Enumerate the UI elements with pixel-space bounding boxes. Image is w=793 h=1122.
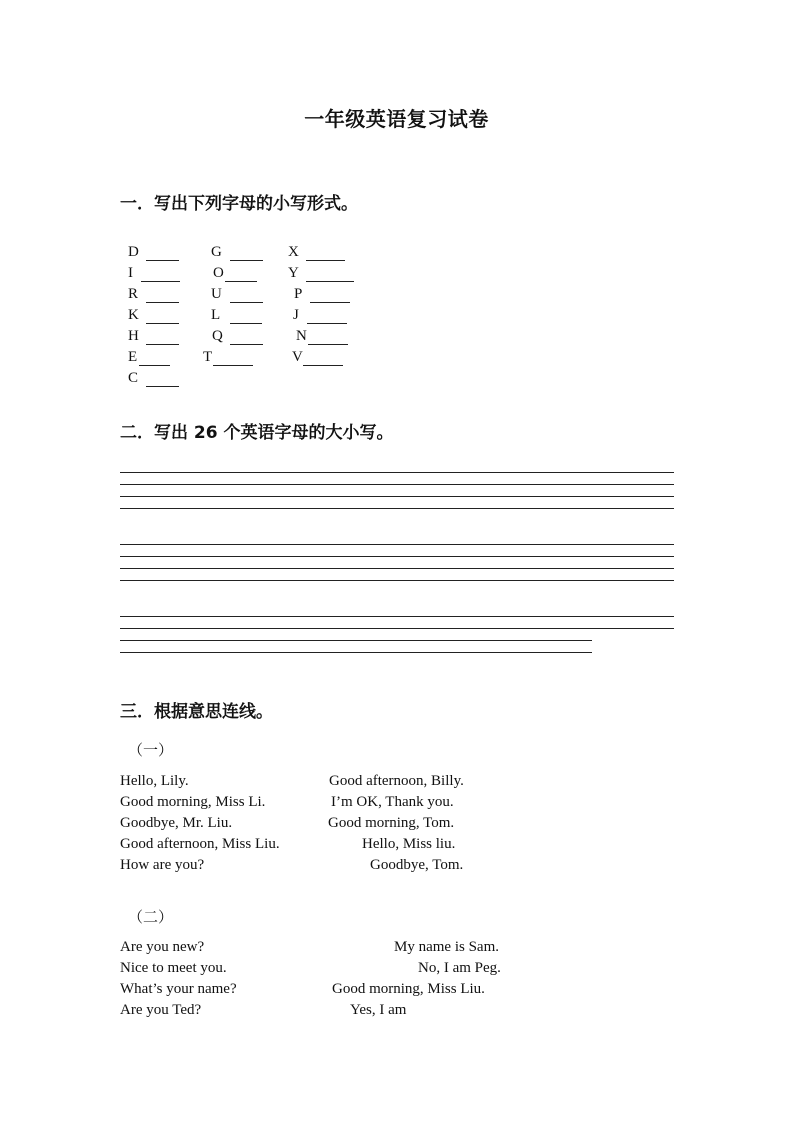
match-left-item[interactable]: Are you Ted? <box>120 1002 202 1018</box>
section-2-heading: 二．写出 26 个英语字母的大小写。 <box>120 423 394 443</box>
match-left-item[interactable]: Hello, Lily. <box>120 773 189 789</box>
writing-rule <box>120 628 674 629</box>
letter-item: P <box>294 286 303 302</box>
letter-item: J <box>293 307 299 323</box>
answer-blank[interactable] <box>213 365 253 366</box>
writing-rule <box>120 544 674 545</box>
letter-item: Q <box>212 328 223 344</box>
answer-blank[interactable] <box>310 302 350 303</box>
match-right-item[interactable]: Good morning, Miss Liu. <box>332 981 485 997</box>
match-left-item[interactable]: What’s your name? <box>120 981 237 997</box>
writing-rule <box>120 484 674 485</box>
letter-item: U <box>211 286 222 302</box>
answer-blank[interactable] <box>146 260 179 261</box>
answer-blank[interactable] <box>146 386 179 387</box>
match-right-item[interactable]: I’m OK, Thank you. <box>331 794 454 810</box>
letter-item: C <box>128 370 139 386</box>
writing-rule <box>120 580 674 581</box>
match-right-item[interactable]: Goodbye, Tom. <box>370 857 464 873</box>
answer-blank[interactable] <box>225 281 257 282</box>
match-left-item[interactable]: Nice to meet you. <box>120 960 227 976</box>
answer-blank[interactable] <box>307 323 347 324</box>
match-right-item[interactable]: Good afternoon, Billy. <box>329 773 464 789</box>
letter-item: Y <box>288 265 299 281</box>
letter-item: N <box>296 328 307 344</box>
page-title: 一年级英语复习试卷 <box>304 107 489 131</box>
part-2-label: （二） <box>128 910 174 926</box>
section-1-heading: 一．写出下列字母的小写形式。 <box>120 194 358 214</box>
letter-item: O <box>213 265 224 281</box>
writing-rule <box>120 568 674 569</box>
answer-blank[interactable] <box>141 281 180 282</box>
answer-blank[interactable] <box>303 365 343 366</box>
match-right-item[interactable]: Yes, I am <box>350 1002 407 1018</box>
letter-item: K <box>128 307 139 323</box>
letter-item: I <box>128 265 133 281</box>
match-left-item[interactable]: Good morning, Miss Li. <box>120 794 266 810</box>
match-left-item[interactable]: Good afternoon, Miss Liu. <box>120 836 280 852</box>
answer-blank[interactable] <box>230 260 263 261</box>
match-right-item[interactable]: Good morning, Tom. <box>328 815 455 831</box>
answer-blank[interactable] <box>146 302 179 303</box>
answer-blank[interactable] <box>306 260 345 261</box>
letter-item: X <box>288 244 299 260</box>
writing-rule <box>120 640 592 641</box>
letter-item: D <box>128 244 139 260</box>
writing-rule <box>120 472 674 473</box>
part-1-label: （一） <box>128 743 174 759</box>
letter-item: V <box>292 349 303 365</box>
match-right-item[interactable]: No, I am Peg. <box>418 960 501 976</box>
letter-item: R <box>128 286 139 302</box>
writing-rule <box>120 508 674 509</box>
letter-item: H <box>128 328 139 344</box>
answer-blank[interactable] <box>139 365 170 366</box>
match-left-item[interactable]: Goodbye, Mr. Liu. <box>120 815 233 831</box>
writing-rule <box>120 556 674 557</box>
letter-item: G <box>211 244 222 260</box>
match-right-item[interactable]: Hello, Miss liu. <box>362 836 456 852</box>
match-left-item[interactable]: Are you new? <box>120 939 205 955</box>
writing-rule <box>120 616 674 617</box>
answer-blank[interactable] <box>306 281 354 282</box>
letter-item: L <box>211 307 221 323</box>
section-3-heading: 三．根据意思连线。 <box>120 702 273 722</box>
answer-blank[interactable] <box>230 344 263 345</box>
writing-rule <box>120 496 674 497</box>
answer-blank[interactable] <box>308 344 348 345</box>
answer-blank[interactable] <box>230 323 262 324</box>
answer-blank[interactable] <box>146 323 179 324</box>
letter-item: E <box>128 349 138 365</box>
answer-blank[interactable] <box>230 302 263 303</box>
letter-item: T <box>203 349 213 365</box>
match-left-item[interactable]: How are you? <box>120 857 205 873</box>
writing-rule <box>120 652 592 653</box>
match-right-item[interactable]: My name is Sam. <box>394 939 499 955</box>
answer-blank[interactable] <box>146 344 179 345</box>
